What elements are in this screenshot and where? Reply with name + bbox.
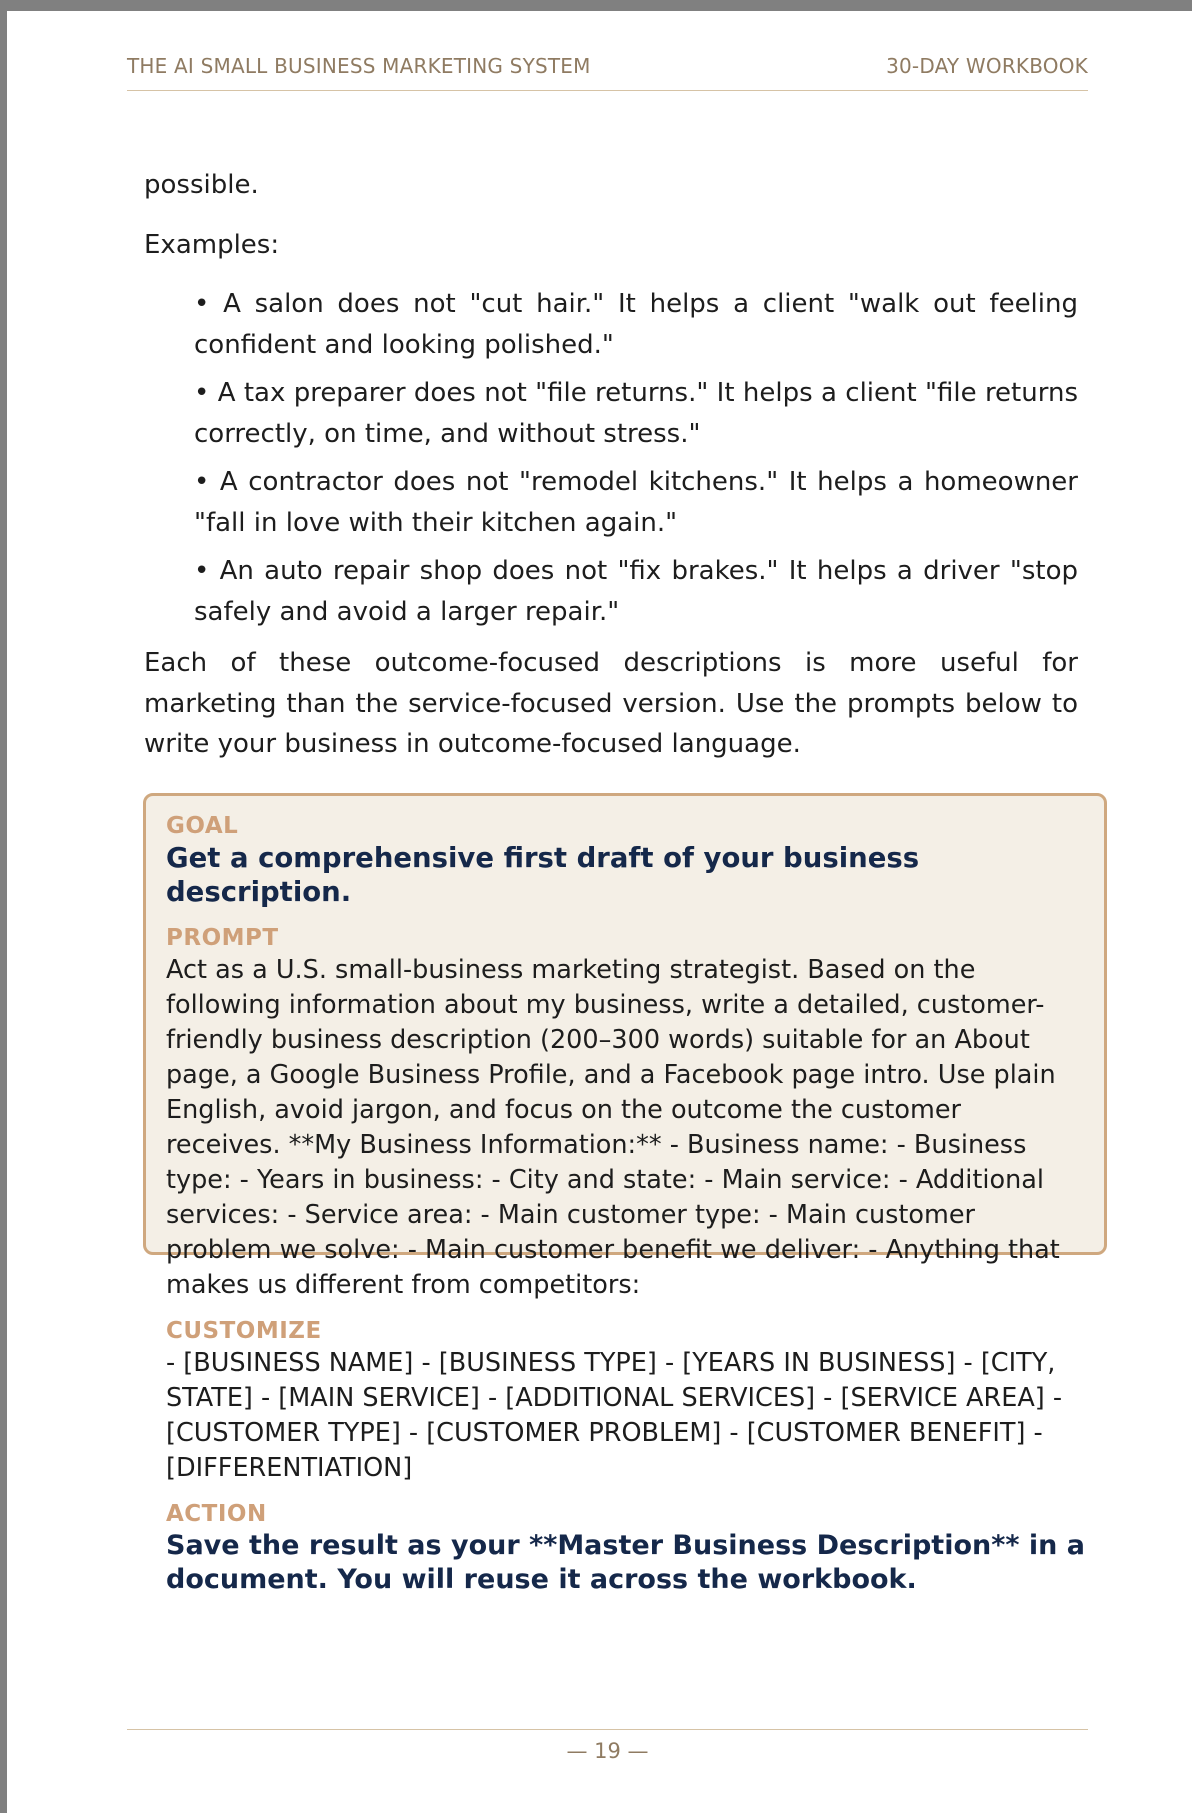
prompt-card-content xyxy=(166,811,1096,1596)
customize-label: CUSTOMIZE xyxy=(166,1318,322,1344)
action-label: ACTION xyxy=(166,1501,267,1527)
example-item: • An auto repair shop does not "fix brakes." It helps a driver "stop safely and avoid a larger repair." xyxy=(194,556,1078,627)
action-text: Save the result as your **Master Business Description** in a document. You will reuse it across the workbook. xyxy=(166,1530,1085,1595)
prompt-label: PROMPT xyxy=(166,925,279,951)
example-item: • A salon does not "cut hair." It helps a client "walk out feeling confident and looking polished." xyxy=(194,289,1078,360)
closing-paragraph: Each of these outcome-focused descriptions is more useful for marketing than the service-focused version. Use the prompts below to write your business in outcome-focused language. xyxy=(144,648,1078,759)
running-header xyxy=(127,54,1088,91)
goal-text: Get a comprehensive first draft of your business description. xyxy=(166,842,920,908)
workbook-page xyxy=(7,11,1192,1813)
customize-text: - [BUSINESS NAME] - [BUSINESS TYPE] - [YEARS IN BUSINESS] - [CITY, STATE] - [MAIN SERVICE] - [ADDITIONAL SERVICES] - [SERVICE AREA] - [CUSTOMER TYPE] - [CUSTOMER PROBLEM] - [CUSTOMER BENEFIT] - [DIFFERENTIATION] xyxy=(166,1348,1063,1483)
header-workbook-label: 30-DAY WORKBOOK xyxy=(886,54,1088,78)
examples-list xyxy=(194,284,1078,640)
prompt-text: Act as a U.S. small-business marketing strategist. Based on the following information about my business, write a detailed, customer-friendly business description (200–300 words) suitable for an About page, a Google Business Profile, and a Facebook page intro. Use plain English, avoid jargon, and focus on the outcome the customer receives. **My Business Information:** - Business name: - Business type: - Years in business: - City and state: - Main service: - Additional services: - Service area: - Main customer type: - Main customer problem we solve: - Main customer benefit we deliver: - Anything that makes us different from competitors: xyxy=(166,955,1060,1300)
header-book-title: THE AI SMALL BUSINESS MARKETING SYSTEM xyxy=(127,54,591,78)
page-footer xyxy=(127,1729,1088,1763)
paragraph-continuation: possible. xyxy=(144,170,259,200)
example-item: • A tax preparer does not "file returns." It helps a client "file returns correctly, on time, and without stress." xyxy=(194,378,1078,449)
goal-label: GOAL xyxy=(166,813,239,839)
example-item: • A contractor does not "remodel kitchens." It helps a homeowner "fall in love with their kitchen again." xyxy=(194,467,1078,538)
page-number: — 19 — xyxy=(566,1739,649,1763)
examples-label: Examples: xyxy=(144,230,280,260)
